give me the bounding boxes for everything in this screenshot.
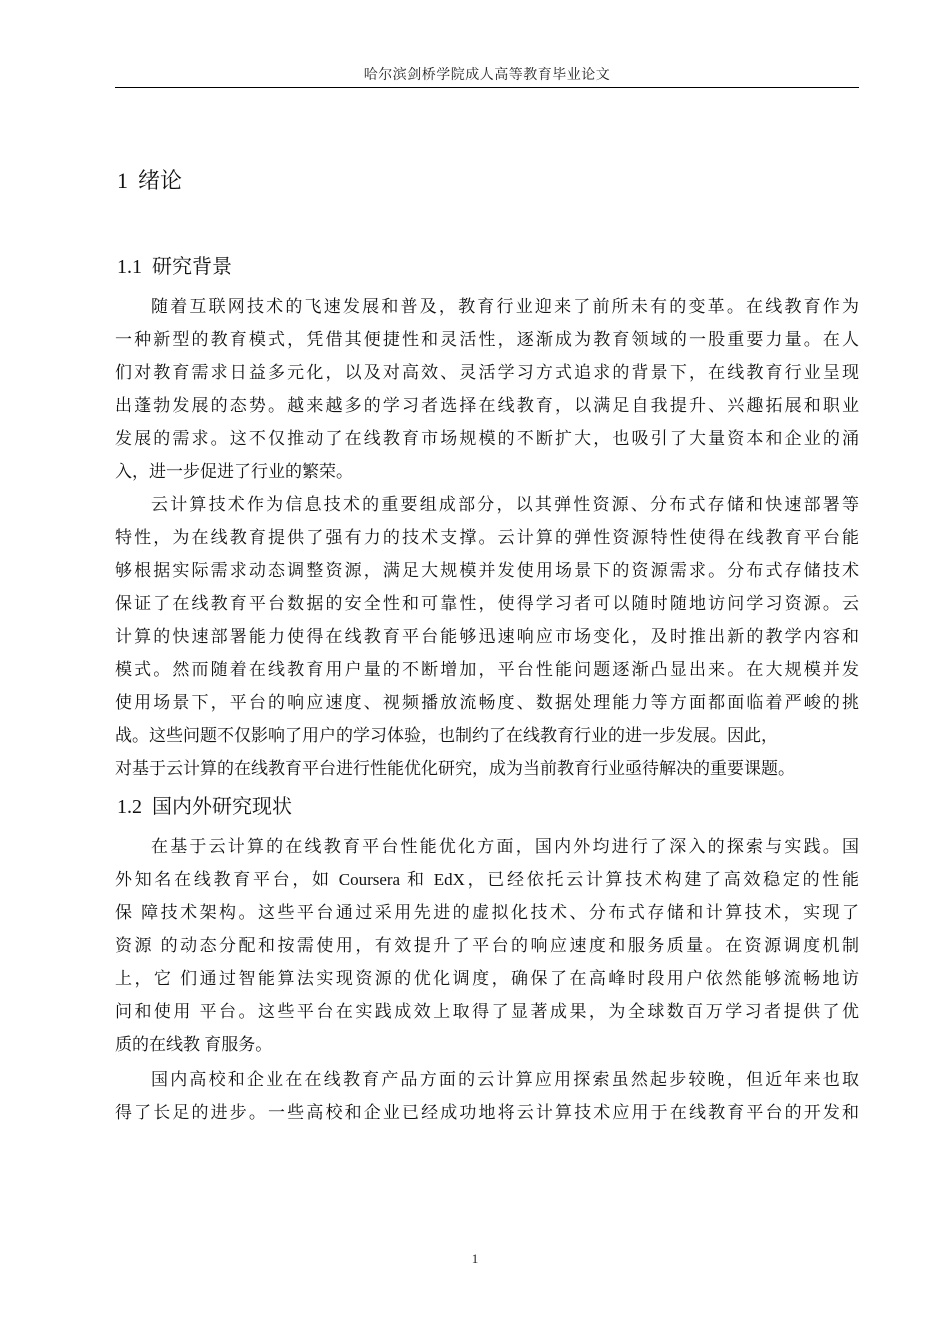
text-line: 入，进一步促进了行业的繁荣。 [115, 462, 353, 481]
chapter-title: 绪论 [138, 169, 183, 194]
chapter-heading [117, 164, 182, 195]
text-line: 在基于云计算的在线教育平台性能优化方面，国内外均进行了深入的探索与实践。国 [151, 837, 859, 856]
text-line: 国内高校和企业在在线教育产品方面的云计算应用探索虽然起步较晚，但近年来也取 [151, 1070, 859, 1089]
text-line: 出蓬勃发展的态势。越来越多的学习者选择在线教育，以满足自我提升、兴趣拓展和职业 [115, 396, 859, 415]
text-line: 云计算技术作为信息技术的重要组成部分，以其弹性资源、分布式存储和快速部署等 [151, 495, 859, 514]
paragraph-status-1 [115, 830, 859, 1061]
page-number: 1 [471, 1251, 479, 1266]
text-line: 外知名在线教育平台，如 Coursera 和 EdX，已经依托云计算技术构建了高效稳定的性能 [115, 870, 859, 889]
text-line: 得了长足的进步。一些高校和企业已经成功地将云计算技术应用于在线教育平台的开发和 [115, 1103, 859, 1122]
text-line: 资源 的动态分配和按需使用，有效提升了平台的响应速度和服务质量。在资源调度机制 [115, 936, 859, 955]
text-line: 模式。然而随着在线教育用户量的不断增加，平台性能问题逐渐凸显出来。在大规模并发 [115, 660, 859, 679]
paragraph-status-2 [115, 1063, 859, 1129]
section-number: 1.1 [117, 256, 142, 278]
paragraph-background-2 [115, 488, 859, 785]
text-line: 上，它 们通过智能算法实现资源的优化调度，确保了在高峰时段用户依然能够流畅地访 [115, 969, 859, 988]
text-line: 战。这些问题不仅影响了用户的学习体验，也制约了在线教育行业的进一步发展。因此， [115, 726, 778, 745]
section-heading-background [117, 250, 232, 279]
section-heading-research-status [117, 790, 292, 819]
text-line: 计算的快速部署能力使得在线教育平台能够迅速响应市场变化，及时推出新的教学内容和 [115, 627, 859, 646]
text-line: 保证了在线教育平台数据的安全性和可靠性，使得学习者可以随时随地访问学习资源。云 [115, 594, 859, 613]
text-line: 们对教育需求日益多元化，以及对高效、灵活学习方式追求的背景下，在线教育行业呈现 [115, 363, 859, 382]
text-line: 够根据实际需求动态调整资源，满足大规模并发使用场景下的资源需求。分布式存储技术 [115, 561, 859, 580]
text-line: 随着互联网技术的飞速发展和普及，教育行业迎来了前所未有的变革。在线教育作为 [151, 297, 859, 316]
text-line: 问和使用 平台。这些平台在实践成效上取得了显著成果，为全球数百万学习者提供了优 [115, 1002, 859, 1021]
text-line: 使用场景下，平台的响应速度、视频播放流畅度、数据处理能力等方面都面临着严峻的挑 [115, 693, 859, 712]
header-rule [115, 87, 859, 88]
text-line: 发展的需求。这不仅推动了在线教育市场规模的不断扩大，也吸引了大量资本和企业的涌 [115, 429, 859, 448]
section-number: 1.2 [117, 796, 142, 818]
text-line: 一种新型的教育模式，凭借其便捷性和灵活性，逐渐成为教育领域的一股重要力量。在人 [115, 330, 859, 349]
section-title: 研究背景 [152, 254, 232, 278]
chapter-number: 1 [117, 168, 128, 193]
running-header: 哈尔滨剑桥学院成人高等教育毕业论文 [363, 68, 611, 83]
text-line: 特性，为在线教育提供了强有力的技术支撑。云计算的弹性资源特性使得在线教育平台能 [115, 528, 859, 547]
section-title: 国内外研究现状 [152, 794, 292, 818]
text-line: 对基于云计算的在线教育平台进行性能优化研究，成为当前教育行业亟待解决的重要课题。 [115, 759, 795, 778]
paragraph-background-1 [115, 290, 859, 488]
text-line: 保 障技术架构。这些平台通过采用先进的虚拟化技术、分布式存储和计算技术，实现了 [115, 903, 859, 922]
text-line: 质的在线教 育服务。 [115, 1035, 273, 1054]
